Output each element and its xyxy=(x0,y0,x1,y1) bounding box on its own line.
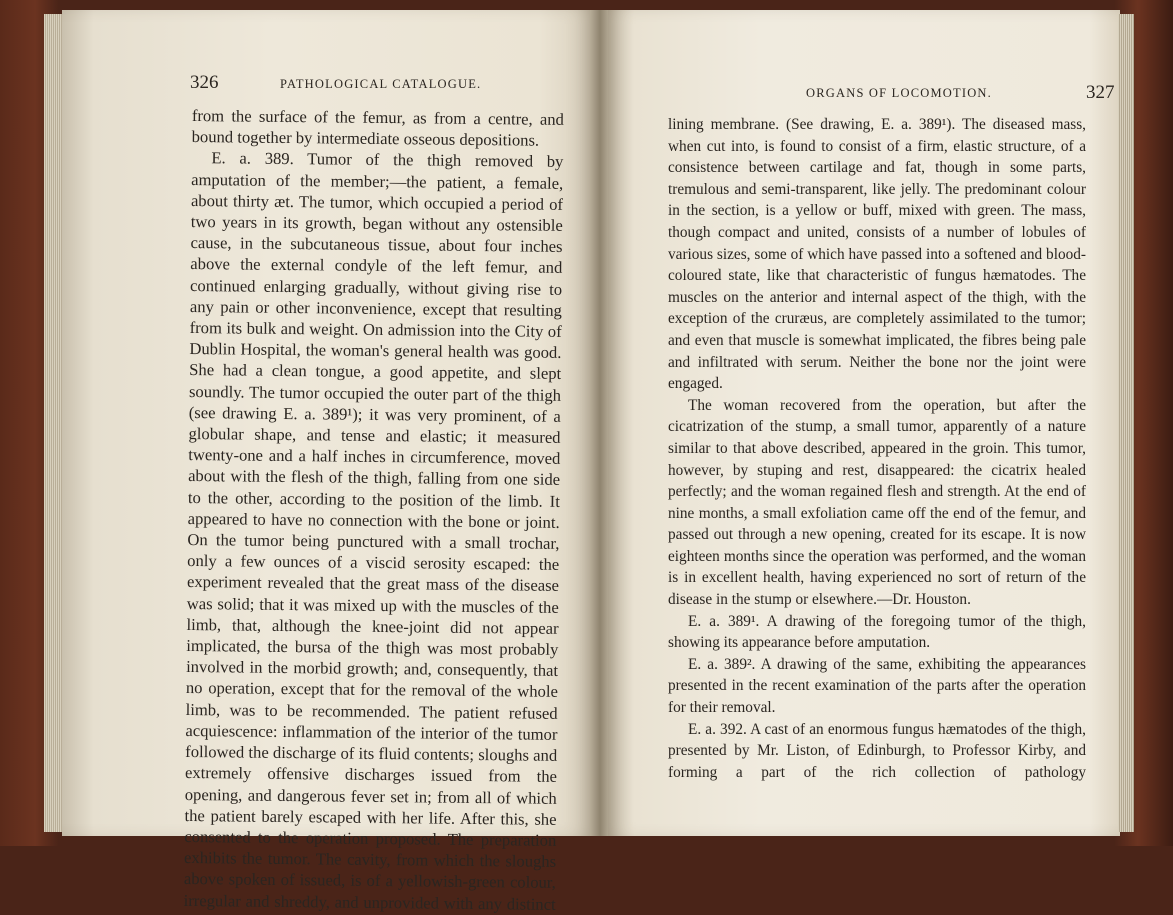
left-paragraph: from the surface of the femur, as from a centre, and bound together by intermediate osseous depositions. xyxy=(191,105,564,150)
left-page-number: 326 xyxy=(190,72,219,93)
left-page xyxy=(62,10,592,914)
right-running-head: ORGANS OF LOCOMOTION. xyxy=(806,86,992,100)
right-paragraph: E. a. 392. A cast of an enormous fungus hæmatodes of the thigh, presented by Mr. Liston, of Edinburgh, to Professor Kirby, and forming a part of the rich collection of pathology xyxy=(668,720,1086,781)
right-page-text xyxy=(668,114,1086,783)
right-page xyxy=(608,10,1120,836)
right-paragraph: E. a. 389². A drawing of the same, exhibiting the appearances presented in the recent examination of the parts after the operation for their removal. xyxy=(668,655,1086,717)
right-paragraph: E. a. 389¹. A drawing of the foregoing tumor of the thigh, showing its appearance before amputation. xyxy=(668,612,1086,652)
right-paragraph: The woman recovered from the operation, but after the cicatrization of the stump, a small tumor, apparently of a nature similar to that above described, appeared in the groin. This tumor, however, by stuping and rest, disappeared: the cicatrix healed perfectly; and the woman regained flesh and strength. At the end of nine months, a small exfoliation came off the end of the femur, and passed out through a new opening, created for its escape. It is now eighteen months since the operation was performed, and the woman is in excellent health, having experienced no sort of return of the disease in the stump or elsewhere.—Dr. Houston. xyxy=(668,396,1086,609)
page-edges-right xyxy=(1118,14,1134,832)
page-edges-left xyxy=(44,14,64,832)
left-running-head: PATHOLOGICAL CATALOGUE. xyxy=(280,77,482,91)
right-page-number: 327 xyxy=(1086,82,1115,103)
right-paragraph: lining membrane. (See drawing, E. a. 389¹). The diseased mass, when cut into, is found to consist of a firm, elastic structure, of a consistence between cartilage and fat, though in some parts, tremulous and semi-transparent, like jelly. The predominant colour in the section, is a yellow or buff, mixed with green. The mass, though compact and united, consists of a number of lobules of various sizes, some of which have passed into a softened and blood-coloured state, like that characteristic of fungus hæmatodes. The muscles on the anterior and internal aspect of the thigh, with the exception of the cruræus, are completely assimilated to the tumor; and even that muscle is somewhat implicated, the fibres being pale and infiltrated with serum. Neither the bone nor the joint were engaged. xyxy=(668,116,1086,393)
left-paragraph: E. a. 389. Tumor of the thigh removed by amputation of the member;—the patient, a female, about thirty æt. The tumor, which occupied a period of two years in its growth, began without any ostensible cause, in the subcutaneous tissue, about four inches above the external condyle of the left femur, and continued enlarging gradually, without giving rise to any pain or other inconvenience, except that resulting from its bulk and weight. On admission into the City of Dublin Hospital, the woman's general health was good. She had a clean tongue, a good appetite, and slept soundly. The tumor occupied the outer part of the thigh (see drawing E. a. 389¹); it was very prominent, of a globular shape, and tense and elastic; it measured twenty-one and a half inches in circumference, moved about with the flesh of the thigh, falling from one side to the other, according to the position of the limb. It appeared to have no connection with the bone or joint. On the tumor being punctured with a small trochar, only a few ounces of a viscid serosity escaped: the experiment revealed that the great mass of the disease was solid; that it was mixed up with the muscles of the limb, that, although the knee-joint did not appear implicated, the bursa of the thigh was most probably involved in the morbid growth; and, consequently, that no operation, except that for the removal of the whole limb, was to be recommended. The patient refused acquiescence: inflammation of the interior of the tumor followed the discharge of its fluid contents; sloughs and extremely offensive discharges issued from the opening, and dangerous fever set in; from all of which the patient barely escaped with her life. After this, she consented to the operation proposed. The preparation exhibits the tumor. The cavity, from which the sloughs above spoken of issued, is of a yellowish-green colour, irregular and shreddy, and unprovided with any distinct xyxy=(183,148,564,914)
left-page-text xyxy=(184,105,564,915)
book-gutter xyxy=(590,10,610,836)
